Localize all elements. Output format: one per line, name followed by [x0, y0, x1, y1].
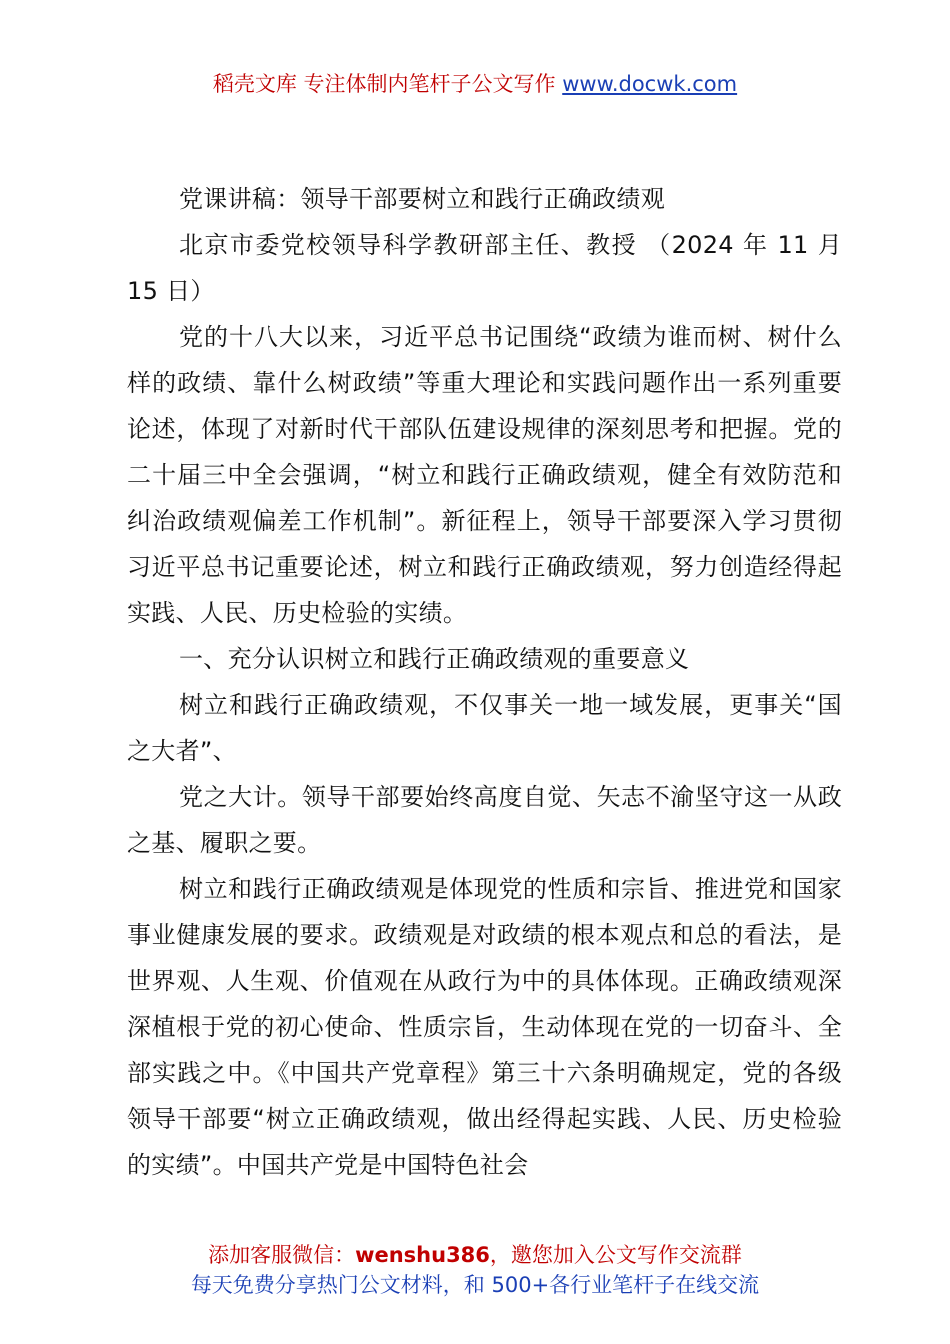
body-paragraph: 树立和践行正确政绩观，不仅事关一地一域发展，更事关“国之大者”、	[127, 691, 842, 765]
header-url-link[interactable]: www.docwk.com	[562, 72, 738, 96]
footer-promo-line: 每天免费分享热门公文材料，和 500+各行业笔杆子在线交流	[190, 1273, 760, 1297]
page-header	[0, 68, 950, 100]
body-paragraph: 党之大计。领导干部要始终高度自觉、矢志不渝坚守这一从政之基、履职之要。	[127, 783, 842, 857]
page-footer	[0, 1240, 950, 1300]
wechat-id: wenshu386	[355, 1243, 490, 1267]
footer-contact-prefix: 添加客服微信：	[208, 1243, 356, 1267]
body-paragraph: 树立和践行正确政绩观是体现党的性质和宗旨、推进党和国家事业健康发展的要求。政绩观是对政绩的根本观点和总的看法，是世界观、人生观、价值观在从政行为中的具体体现。正确政绩观深深植根于党的初心使命、性质宗旨，生动体现在党的一切奋斗、全部实践之中。《中国共产党章程》第三十六条明确规定，党的各级领导干部要“树立正确政绩观，做出经得起实践、人民、历史检验的实绩”。中国共产党是中国特色社会	[127, 875, 842, 1179]
author-line: 北京市委党校领导科学教研部主任、教授 （2024 年 11 月 15 日）	[127, 231, 842, 305]
footer-contact-line	[0, 1240, 950, 1270]
document-body	[127, 176, 842, 1188]
footer-contact-suffix: ，邀您加入公文写作交流群	[489, 1243, 742, 1267]
section-heading: 一、充分认识树立和践行正确政绩观的重要意义	[179, 645, 690, 673]
document-title: 党课讲稿：领导干部要树立和践行正确政绩观	[179, 185, 665, 213]
body-paragraph: 党的十八大以来，习近平总书记围绕“政绩为谁而树、树什么样的政绩、靠什么树政绩”等重大理论和实践问题作出一系列重要论述，体现了对新时代干部队伍建设规律的深刻思考和把握。党的二十届三中全会强调，“树立和践行正确政绩观，健全有效防范和纠治政绩观偏差工作机制”。新征程上，领导干部要深入学习贯彻习近平总书记重要论述，树立和践行正确政绩观，努力创造经得起实践、人民、历史检验的实绩。	[127, 323, 842, 627]
header-slogan: 稻壳文库 专注体制内笔杆子公文写作	[212, 72, 563, 96]
